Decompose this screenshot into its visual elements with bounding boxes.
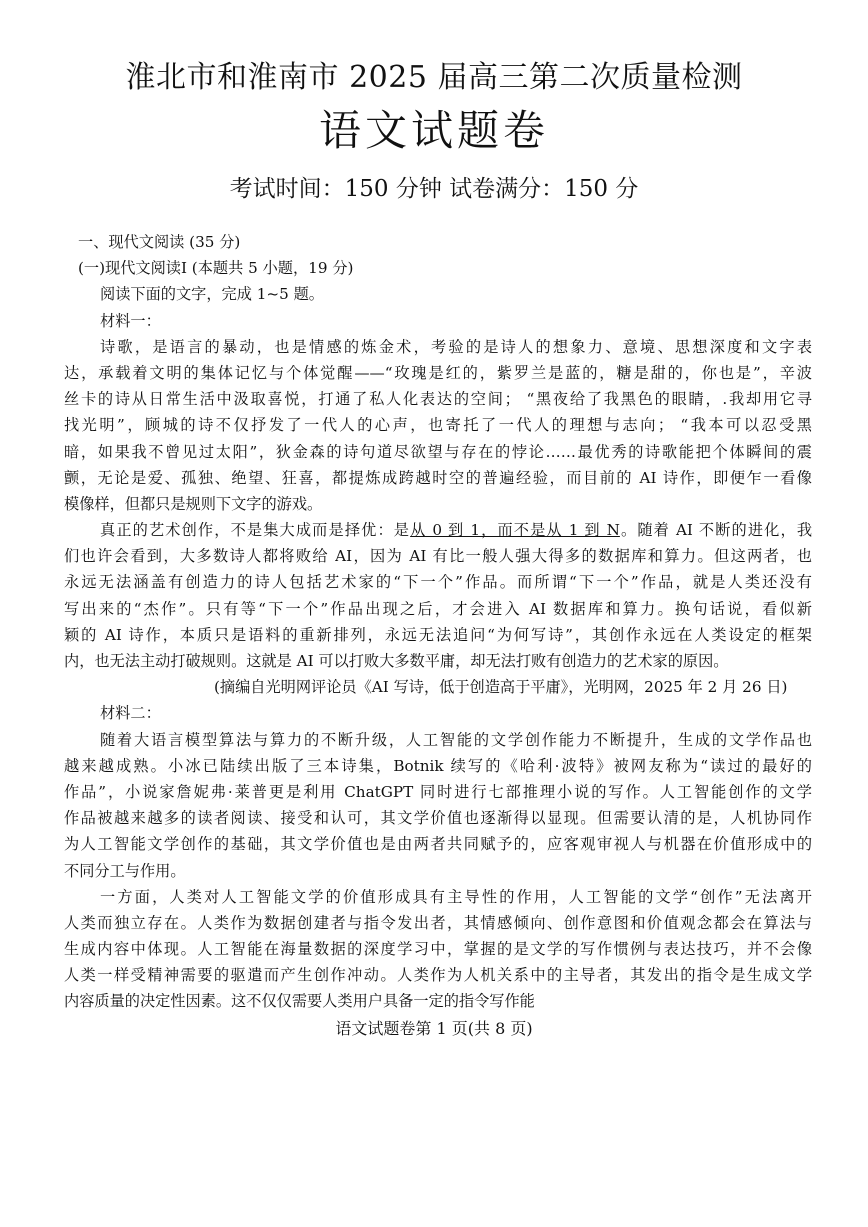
m1-p2-line-3: 永远无法涵盖有创造力的诗人包括艺术家的“下一个”作品。而所谓“下一个”作品，就是人类还没有 [64, 573, 812, 592]
instruction: 阅读下面的文字，完成 1~5 题。 [100, 285, 324, 304]
m2-p2-line-3: 生成内容中体现。人工智能在海量数据的深度学习中，掌握的是文学的写作惯例与表达技巧，并不会像 [64, 940, 812, 959]
m1-p2-line-4: 写出来的“杰作”。只有等“下一个”作品出现之后，才会进入 AI 数据库和算力。换句话说，看似新 [64, 599, 812, 618]
page-footer: 语文试题卷第 1 页(共 8 页) [335, 1019, 533, 1038]
material2-label: 材料二： [100, 704, 161, 723]
m1-line-3: 丝卡的诗从日常生活中汲取喜悦，打通了私人化表达的空间； “黑夜给了我黑色的眼睛，.我却用它寻 [64, 390, 812, 409]
m1-line-4: 找光明”，顾城的诗不仅抒发了一代人的心声，也寄托了一代人的理想与志向； “我本可以忍受黑 [64, 416, 812, 435]
material1-label: 材料一： [100, 311, 161, 330]
m2-line-5: 为人工智能文学创作的基础，其文学价值也是由两者共同赋予的，应客观审视人与机器在价值形成中的 [64, 835, 812, 854]
m1-p2-text-b: 。随着 AI 不断的进化，我 [619, 521, 812, 540]
m2-line-2: 越来越成熟。小冰已陆续出版了三本诗集，Botnik 续写的《哈利·波特》被网友称为“读过的最好的 [64, 756, 812, 775]
m2-line-1: 随着大语言模型算法与算力的不断升级，人工智能的文学创作能力不断提升，生成的文学作品也 [100, 730, 812, 749]
exam-title: 淮北市和淮南市 2025 届高三第二次质量检测 [125, 60, 743, 95]
m2-p2-line-2: 人类而独立存在。人类作为数据创建者与指令发出者，其情感倾向、创作意图和价值观念都会在算法与 [64, 913, 812, 932]
exam-info: 考试时间：150 分钟 试卷满分：150 分 [229, 176, 639, 202]
m2-p2-line-5: 内容质量的决定性因素。这不仅仅需要人类用户具备一定的指令写作能 [64, 992, 535, 1011]
m1-line-7: 模像样，但都只是规则下文字的游戏。 [64, 494, 323, 513]
m1-line-1: 诗歌，是语言的暴动，也是情感的炼金术，考验的是诗人的想象力、意境、思想深度和文字表 [100, 337, 812, 356]
m1-p2-line-1 [64, 517, 812, 543]
sub-heading: (一)现代文阅读Ⅰ (本题共 5 小题，19 分) [78, 259, 354, 278]
m1-line-6: 颤，无论是爱、孤独、绝望、狂喜，都提炼成跨越时空的普遍经验，而目前的 AI 诗作，即便乍一看像 [64, 468, 812, 487]
material1-source: (摘编自光明网评论员《AI 写诗，低于创造高于平庸》，光明网，2025 年 2 月 26 日) [214, 678, 788, 697]
section-heading: 一、现代文阅读 (35 分) [78, 233, 241, 251]
m2-line-4: 作品被越来越多的读者阅读、接受和认可，其文学价值也逐渐得以显现。但需要认清的是，人机协同作 [64, 809, 812, 828]
subject-title: 语文试题卷 [318, 106, 549, 155]
reading-section [64, 229, 812, 1015]
m1-line-5: 暗，如果我不曾见过太阳”，狄金森的诗句道尽欲望与存在的悖论……最优秀的诗歌能把个体瞬间的震 [64, 442, 812, 461]
m2-line-6: 不同分工与作用。 [64, 861, 186, 880]
m1-p2-line-5: 颖的 AI 诗作，本质只是语料的重新排列，永远无法追问“为何写诗”，其创作永远在人类设定的框架 [64, 625, 812, 644]
m2-p2-line-4: 人类一样受精神需要的驱遣而产生创作冲动。人类作为人机关系中的主导者，其发出的指令是生成文学 [64, 966, 812, 985]
m1-p2-line-2: 们也许会看到，大多数诗人都将败给 AI，因为 AI 有比一般人强大得多的数据库和算力。但这两者，也 [64, 547, 812, 566]
m1-line-2: 达，承载着文明的集体记忆与个体觉醒——“玫瑰是红的，紫罗兰是蓝的，糖是甜的，你也是”，辛波 [64, 363, 812, 382]
underlined-phrase: 从 0 到 1，而不是从 1 到 N [410, 521, 620, 540]
m2-line-3: 作品”，小说家詹妮弗·莱普更是利用 ChatGPT 同时进行七部推理小说的写作。人工智能创作的文学 [64, 782, 812, 801]
m1-p2-text-a: 真正的艺术创作，不是集大成而是择优：是 [100, 521, 411, 540]
m2-p2-line-1: 一方面，人类对人工智能文学的价值形成具有主导性的作用，人工智能的文学“创作”无法离开 [100, 887, 812, 906]
m1-p2-line-6: 内，也无法主动打破规则。这就是 AI 可以打败大多数平庸，却无法打败有创造力的艺术家的原因。 [64, 652, 729, 670]
